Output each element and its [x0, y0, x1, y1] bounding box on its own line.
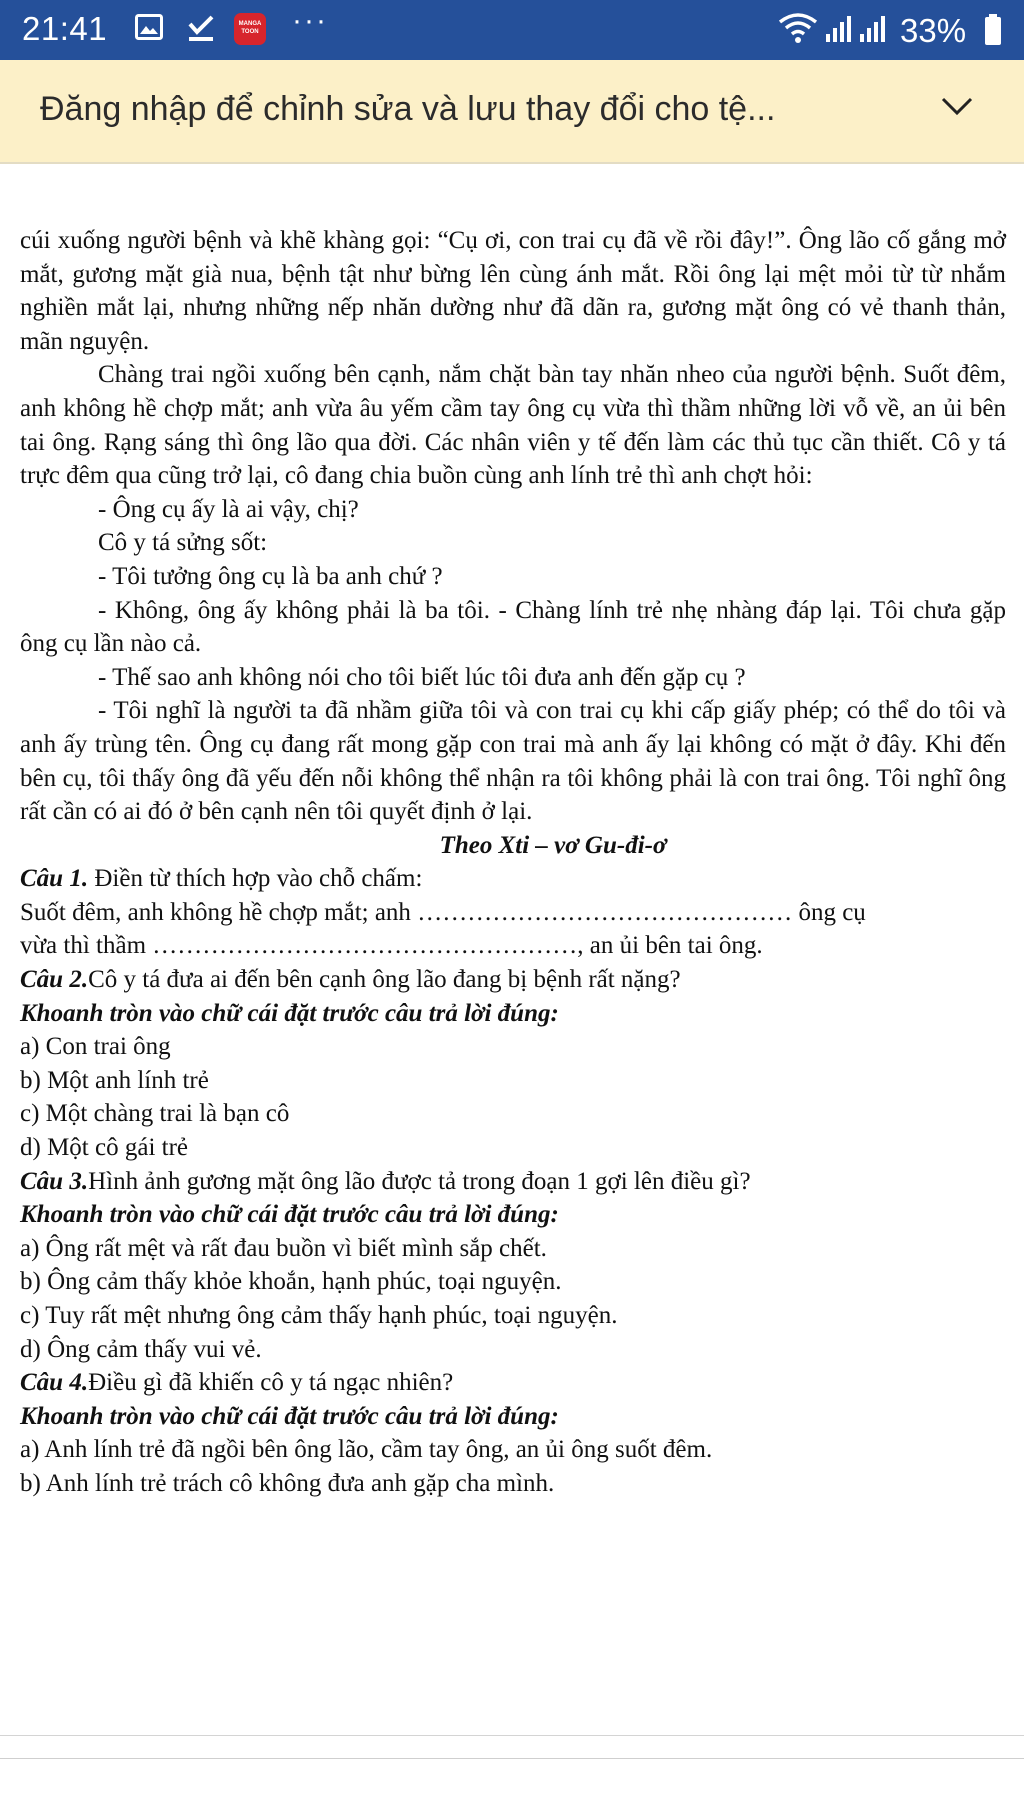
instruction-text: Khoanh tròn vào chữ cái đặt trước câu trả lời đúng:: [20, 999, 559, 1027]
page-divider: [0, 1735, 1024, 1736]
signal-strength-icon: [822, 14, 892, 44]
status-time: 21:41: [22, 10, 108, 47]
dialogue-line: - Ông cụ ấy là ai vậy, chị?: [98, 495, 359, 523]
answer-option: b) Một anh lính trẻ: [20, 1066, 209, 1094]
dialogue-line: - Tôi nghĩ là người ta đã nhầm giữa tôi và con trai cụ khi cấp giấy phép; có thể do tôi và anh ấy trùng tên. Ông cụ đang rất mong gặp con trai mà anh ấy lại không có mặt ở đây. Khi đến bên cụ, tôi thấy ông đã yếu đến nỗi không thể nhận ra tôi không phải là con trai ông. Tôi nghĩ ông rất cần có ai đó ở bên cạnh nên tôi quyết định ở lại.: [20, 697, 1006, 826]
battery-icon: [984, 14, 1002, 46]
document-page: [20, 224, 1006, 1501]
status-bar: [0, 0, 1024, 60]
instruction-text: Khoanh tròn vào chữ cái đặt trước câu trả lời đúng:: [20, 1402, 559, 1430]
blank-text: ông cụ: [792, 898, 866, 926]
question-3: [20, 1165, 1006, 1199]
question-label: Câu 1.: [20, 865, 89, 893]
blank-dots: ……………………………………………,: [152, 932, 584, 960]
blank-text: vừa thì thầm: [20, 932, 153, 960]
story-source: Theo Xti – vơ Gu-đi-ơ: [439, 831, 667, 859]
dialogue-line: - Thế sao anh không nói cho tôi biết lúc tôi đưa anh đến gặp cụ ?: [98, 663, 746, 691]
answer-option: b) Anh lính trẻ trách cô không đưa anh gặp cha mình.: [20, 1469, 555, 1497]
blank-text: an ủi bên tai ông.: [583, 932, 763, 960]
question-text: Điền từ thích hợp vào chỗ chấm:: [88, 865, 423, 893]
chevron-down-icon[interactable]: [940, 96, 974, 116]
wifi-icon: [778, 12, 818, 44]
mangatoon-app-icon: MANGA TOON: [234, 13, 266, 45]
story-paragraph: cúi xuống người bệnh và khẽ khàng gọi: “Cụ ơi, con trai cụ đã về rồi đây!”. Ông lão cố gắng mở mắt, gương mặt già nua, bệnh tật như bừng lên cùng ánh mắt. Rồi ông lại mệt mỏi từ từ nhắm nghiền mắt lại, nhưng những nếp nhăn dường như đã dãn ra, gương mặt ông có vẻ thanh thản, mãn nguyện.: [20, 227, 1006, 355]
login-banner[interactable]: [0, 60, 1024, 164]
question-4: [20, 1366, 1006, 1400]
page-divider: [0, 1758, 1024, 1759]
question-text: Cô y tá đưa ai đến bên cạnh ông lão đang bị bệnh rất nặng?: [88, 966, 681, 994]
answer-option: c) Một chàng trai là bạn cô: [20, 1100, 290, 1128]
story-paragraph: Chàng trai ngồi xuống bên cạnh, nắm chặt bàn tay nhăn nheo của người bệnh. Suốt đêm, anh không hề chợp mắt; anh vừa âu yếm cầm tay ông cụ vừa thì thầm những lời vỗ về, an ủi bên tai ông. Rạng sáng thì ông lão qua đời. Các nhân viên y tế đến làm các thủ tục cần thiết. Cô y tá trực đêm qua cũng trở lại, cô đang chia buồn cùng anh lính trẻ thì anh chợt hỏi:: [20, 361, 1006, 490]
answer-option: a) Anh lính trẻ đã ngồi bên ông lão, cầm tay ông, an ủi ông suốt đêm.: [20, 1436, 713, 1464]
answer-option: c) Tuy rất mệt nhưng ông cảm thấy hạnh phúc, toại nguyện.: [20, 1302, 618, 1329]
fill-blank-line: [20, 896, 1006, 930]
answer-option: b) Ông cảm thấy khỏe khoắn, hạnh phúc, toại nguyện.: [20, 1268, 562, 1296]
blank-dots: ………………………………………: [417, 898, 793, 926]
gallery-notification-icon: [135, 14, 163, 40]
blank-text: Suốt đêm, anh không hề chợp mắt; anh: [20, 898, 418, 926]
answer-option: d) Một cô gái trẻ: [20, 1134, 189, 1162]
question-label: Câu 4.: [20, 1369, 89, 1397]
question-label: Câu 2.: [20, 966, 89, 994]
question-label: Câu 3.: [20, 1167, 89, 1195]
dialogue-line: - Không, ông ấy không phải là ba tôi. - Chàng lính trẻ nhẹ nhàng đáp lại. Tôi chưa gặp ông cụ lần nào cả.: [20, 596, 1006, 658]
dialogue-line: Cô y tá sửng sốt:: [98, 529, 268, 557]
fill-blank-line: [20, 929, 1006, 963]
question-text: Hình ảnh gương mặt ông lão được tả trong đoạn 1 gợi lên điều gì?: [88, 1167, 751, 1195]
battery-percentage: 33%: [900, 12, 967, 49]
instruction-text: Khoanh tròn vào chữ cái đặt trước câu trả lời đúng:: [20, 1201, 559, 1229]
login-banner-text: Đăng nhập để chỉnh sửa và lưu thay đổi cho tệ...: [40, 90, 776, 128]
more-notifications-icon: ···: [292, 4, 328, 37]
answer-option: a) Con trai ông: [20, 1033, 171, 1061]
dialogue-line: - Tôi tưởng ông cụ là ba anh chứ ?: [98, 562, 443, 590]
download-complete-icon: [186, 14, 216, 42]
question-2: [20, 963, 1006, 997]
question-1: [20, 862, 1006, 896]
answer-option: a) Ông rất mệt và rất đau buồn vì biết mình sắp chết.: [20, 1234, 547, 1262]
question-text: Điều gì đã khiến cô y tá ngạc nhiên?: [88, 1369, 454, 1397]
answer-option: d) Ông cảm thấy vui vẻ.: [20, 1335, 262, 1363]
